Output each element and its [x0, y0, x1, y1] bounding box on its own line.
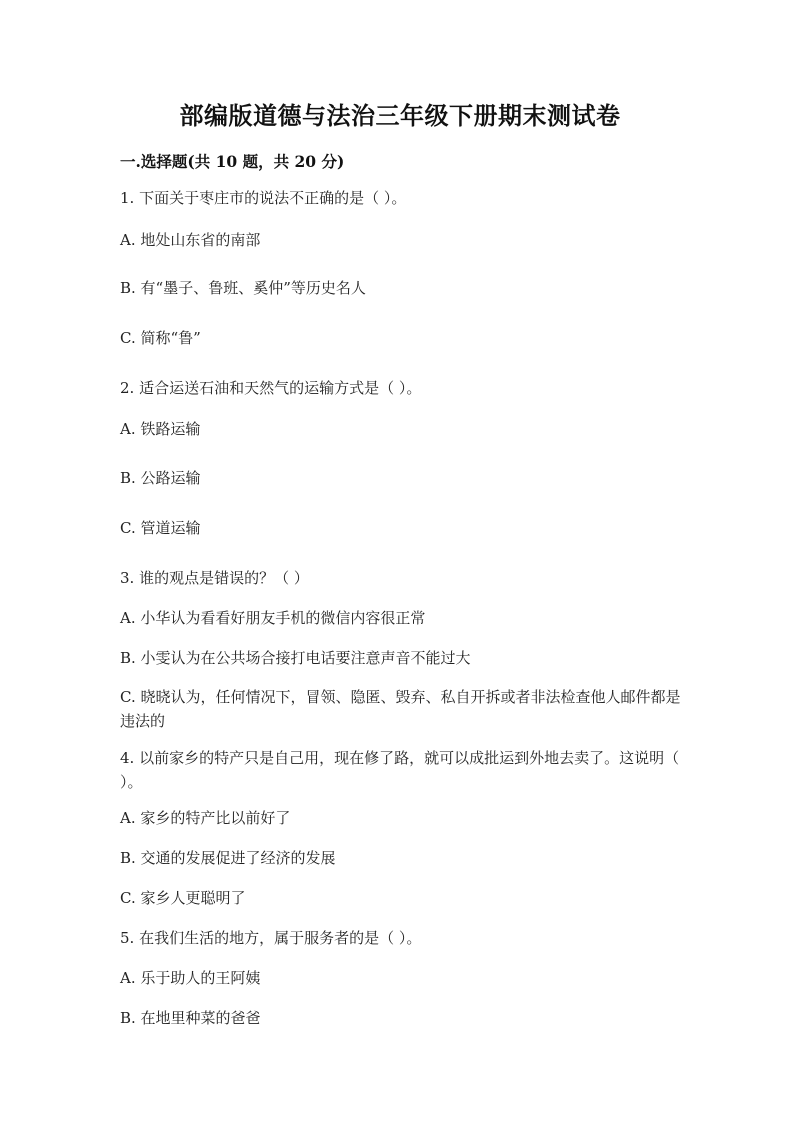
question-4-stem: 4. 以前家乡的特产只是自己用，现在修了路，就可以成批运到外地去卖了。这说明（ ）。 — [120, 749, 680, 791]
question-3-stem: 3. 谁的观点是错误的？（ ） — [120, 569, 309, 587]
question-3-option-a: A. 小华认为看看好朋友手机的微信内容很正常 — [120, 609, 426, 627]
question-5-option-b: B. 在地里种菜的爸爸 — [120, 1009, 261, 1027]
question-1-stem: 1. 下面关于枣庄市的说法不正确的是（ ）。 — [120, 189, 407, 207]
question-2-option-c: C. 管道运输 — [120, 519, 201, 537]
question-2-option-b: B. 公路运输 — [120, 469, 201, 487]
question-2-option-a: A. 铁路运输 — [120, 420, 201, 438]
question-5-stem: 5. 在我们生活的地方，属于服务者的是（ ）。 — [120, 929, 422, 947]
question-1-option-c: C. 简称“鲁” — [120, 329, 201, 347]
section-heading: 一.选择题(共 10 题，共 20 分) — [120, 152, 345, 171]
page-title: 部编版道德与法治三年级下册期末测试卷 — [179, 101, 621, 130]
question-3-option-c: C. 晓晓认为，任何情况下，冒领、隐匿、毁弃、私自开拆或者非法检查他人邮件都是违法的 — [120, 688, 681, 730]
question-4-option-b: B. 交通的发展促进了经济的发展 — [120, 849, 336, 867]
question-1-option-b: B. 有“墨子、鲁班、奚仲”等历史名人 — [120, 279, 366, 297]
question-4-option-a: A. 家乡的特产比以前好了 — [120, 809, 291, 827]
question-2-stem: 2. 适合运送石油和天然气的运输方式是（ ）。 — [120, 379, 422, 397]
question-1-option-a: A. 地处山东省的南部 — [120, 231, 261, 249]
question-5-option-a: A. 乐于助人的王阿姨 — [120, 969, 261, 987]
question-4-option-c: C. 家乡人更聪明了 — [120, 889, 246, 907]
question-3-option-b: B. 小雯认为在公共场合接打电话要注意声音不能过大 — [120, 649, 471, 667]
